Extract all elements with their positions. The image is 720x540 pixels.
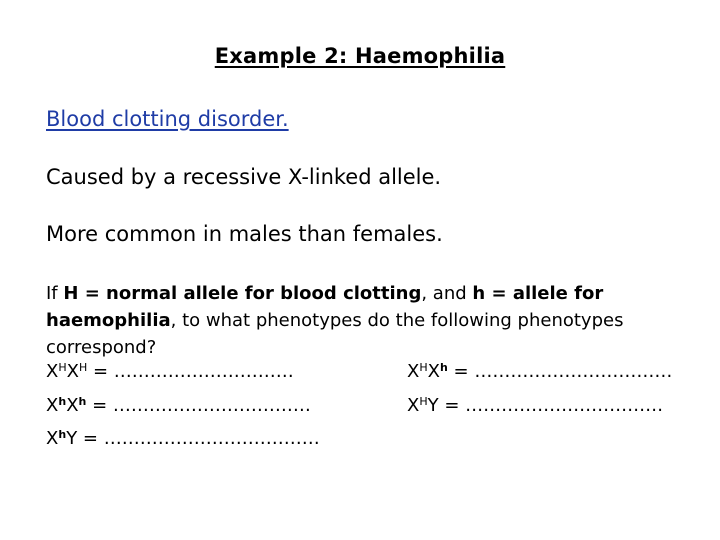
genotype-letter: X [46, 361, 59, 382]
genotype-letter: X [407, 395, 420, 416]
definition-link[interactable]: Blood clotting disorder. [46, 107, 289, 131]
genotype-letter: X [407, 361, 420, 382]
genotype-allele: H [58, 361, 67, 374]
question-text-1: If [46, 283, 64, 304]
genotype-allele: H [419, 361, 428, 374]
genotype-letter: X [46, 428, 59, 449]
question-text-2: , and [421, 283, 473, 304]
genotype-letter: X [66, 395, 79, 416]
answer-blank[interactable]: = …………………………… [86, 395, 311, 416]
answer-blank[interactable]: = ……………………………… [77, 428, 320, 449]
genotype-allele: h [58, 428, 67, 441]
question-paragraph [46, 280, 686, 361]
slide-title [0, 44, 720, 68]
genotype-letter: Y [427, 395, 439, 416]
statement-males: More common in males than females. [46, 222, 443, 246]
answer-blank[interactable]: = ………………………… [87, 361, 294, 382]
genotype-xhy-affected [46, 428, 320, 449]
genotype-allele: h [78, 395, 87, 408]
genotype-carrier [407, 361, 672, 382]
genotype-xhxh-affected [46, 395, 311, 416]
genotype-allele: H [419, 395, 428, 408]
genotype-xhxh-normal [46, 361, 294, 382]
genotype-letter: X [427, 361, 440, 382]
genotype-letter: Y [66, 428, 78, 449]
genotype-allele: h [58, 395, 67, 408]
slide-title-text: Example 2: Haemophilia [214, 44, 506, 68]
question-text-3: , to what phenotypes do the following phenotypes correspond? [46, 310, 624, 358]
genotype-allele: h [439, 361, 448, 374]
statement-recessive: Caused by a recessive X-linked allele. [46, 165, 442, 189]
genotype-letter: X [46, 395, 59, 416]
genotype-letter: X [66, 361, 79, 382]
question-bold-normal-allele: H = normal allele for blood clotting [63, 283, 422, 304]
question-bold-haemophilia-allele: h = allele for haemophilia [46, 283, 604, 331]
genotype-xhy-normal [407, 395, 663, 416]
answer-blank[interactable]: = …………………………… [447, 361, 673, 382]
answer-blank[interactable]: = …………………………… [438, 395, 664, 416]
genotype-allele: H [78, 361, 88, 374]
